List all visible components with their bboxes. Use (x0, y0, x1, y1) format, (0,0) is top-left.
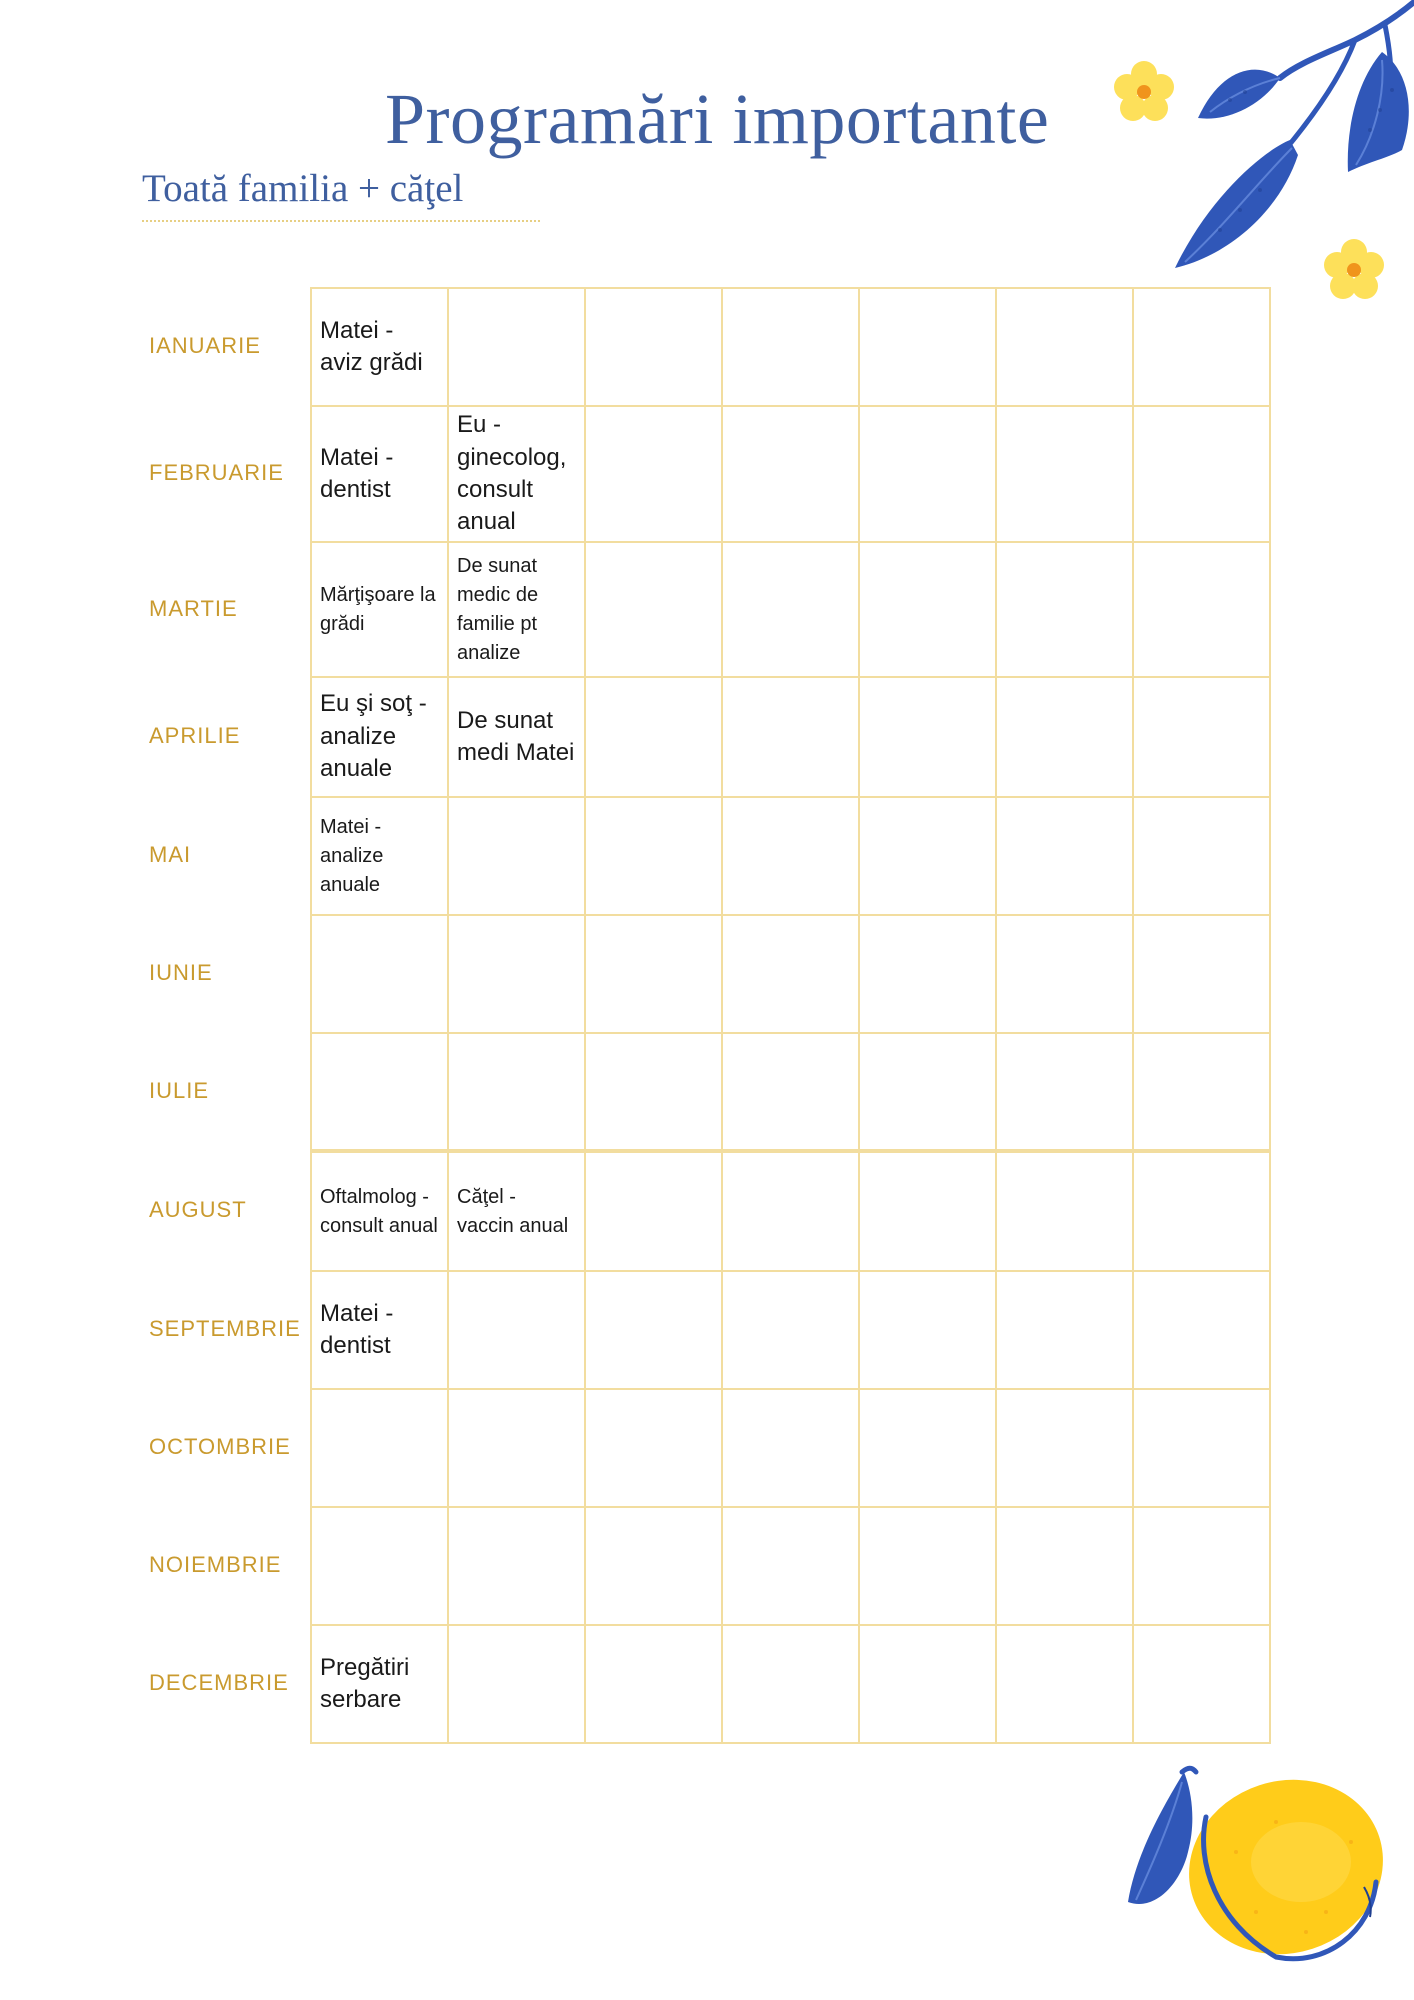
schedule-cell[interactable] (585, 677, 722, 797)
schedule-cell[interactable] (722, 542, 859, 677)
schedule-cell[interactable] (722, 288, 859, 406)
month-label: AUGUST (149, 1197, 247, 1222)
schedule-cell[interactable] (1133, 1507, 1270, 1625)
schedule-cell[interactable] (859, 1271, 996, 1389)
schedule-cell[interactable]: Pregătiri serbare (311, 1625, 448, 1743)
month-label: APRILIE (149, 723, 241, 748)
schedule-cell[interactable] (585, 1389, 722, 1507)
schedule-cell[interactable] (722, 677, 859, 797)
schedule-cell[interactable] (585, 1507, 722, 1625)
schedule-cell[interactable] (859, 1507, 996, 1625)
schedule-cell[interactable] (996, 1271, 1133, 1389)
schedule-cell[interactable] (311, 1389, 448, 1507)
leaf-branch-icon (1170, 0, 1414, 275)
table-row (311, 288, 1270, 406)
table-row (311, 1271, 1270, 1389)
month-label: DECEMBRIE (149, 1670, 289, 1695)
schedule-cell[interactable] (722, 1507, 859, 1625)
schedule-cell[interactable] (996, 542, 1133, 677)
page-title: Programări importante (385, 79, 1050, 159)
month-label: OCTOMBRIE (149, 1434, 291, 1459)
schedule-cell[interactable] (996, 1507, 1133, 1625)
schedule-cell[interactable] (448, 915, 585, 1033)
schedule-cell[interactable] (1133, 1271, 1270, 1389)
schedule-cell[interactable] (585, 542, 722, 677)
table-row (311, 406, 1270, 542)
schedule-cell[interactable]: Matei - aviz grădi (311, 288, 448, 406)
schedule-cell[interactable] (996, 797, 1133, 915)
schedule-cell[interactable]: Mărţişoare la grădi (311, 542, 448, 677)
schedule-cell[interactable] (722, 1033, 859, 1151)
schedule-cell[interactable] (585, 1271, 722, 1389)
schedule-cell[interactable] (448, 797, 585, 915)
schedule-cell[interactable] (585, 288, 722, 406)
schedule-cell[interactable]: Matei - analize anuale (311, 797, 448, 915)
schedule-cell[interactable] (722, 1389, 859, 1507)
schedule-cell[interactable] (722, 797, 859, 915)
flower-icon (1322, 238, 1386, 302)
schedule-cell[interactable] (859, 797, 996, 915)
lemon-icon (1126, 1762, 1388, 1972)
schedule-cell[interactable] (585, 915, 722, 1033)
schedule-cell[interactable]: De sunat medi Matei (448, 677, 585, 797)
table-row (311, 915, 1270, 1033)
schedule-cell[interactable] (1133, 915, 1270, 1033)
table-row (311, 797, 1270, 915)
schedule-cell[interactable] (722, 406, 859, 542)
month-label: FEBRUARIE (149, 460, 284, 485)
table-row (311, 1033, 1270, 1151)
schedule-cell[interactable] (448, 288, 585, 406)
schedule-cell[interactable] (722, 1151, 859, 1271)
schedule-cell[interactable] (1133, 1625, 1270, 1743)
schedule-cell[interactable] (311, 1507, 448, 1625)
schedule-cell[interactable] (585, 1625, 722, 1743)
schedule-cell[interactable] (722, 1625, 859, 1743)
schedule-cell[interactable] (996, 915, 1133, 1033)
schedule-cell[interactable] (448, 1271, 585, 1389)
table-row (311, 1625, 1270, 1743)
subtitle-underline (142, 220, 540, 222)
table-row (311, 1389, 1270, 1507)
schedule-cell[interactable] (1133, 542, 1270, 677)
month-label: IULIE (149, 1078, 210, 1103)
table-row (311, 677, 1270, 797)
schedule-cell[interactable] (585, 797, 722, 915)
schedule-cell[interactable] (859, 677, 996, 797)
schedule-cell[interactable] (996, 1625, 1133, 1743)
month-label: IANUARIE (149, 333, 261, 358)
schedule-cell[interactable] (859, 915, 996, 1033)
schedule-cell[interactable] (1133, 677, 1270, 797)
schedule-cell[interactable] (448, 1507, 585, 1625)
schedule-cell[interactable]: Eu - ginecolog, consult anual (448, 406, 585, 542)
schedule-cell[interactable]: De sunat medic de familie pt analize (448, 542, 585, 677)
schedule-cell[interactable] (859, 1389, 996, 1507)
month-label: MARTIE (149, 595, 238, 621)
schedule-cell[interactable] (859, 288, 996, 406)
schedule-cell[interactable] (585, 1151, 722, 1271)
table-row (311, 542, 1270, 677)
schedule-cell[interactable] (859, 1033, 996, 1151)
table-row (311, 1151, 1270, 1271)
schedule-cell[interactable] (448, 1033, 585, 1151)
schedule-cell[interactable]: Căţel - vaccin anual (448, 1151, 585, 1271)
schedule-cell[interactable] (996, 677, 1133, 797)
schedule-cell[interactable] (996, 288, 1133, 406)
schedule-cell[interactable] (585, 1033, 722, 1151)
schedule-cell[interactable] (311, 915, 448, 1033)
table-row (311, 1507, 1270, 1625)
schedule-cell[interactable] (1133, 1389, 1270, 1507)
schedule-cell[interactable] (859, 1151, 996, 1271)
schedule-cell[interactable]: Eu şi soţ - analize anuale (311, 677, 448, 797)
schedule-cell[interactable] (722, 1271, 859, 1389)
page-subtitle: Toată familia + căţel (142, 167, 464, 210)
schedule-grid (310, 287, 1271, 1744)
schedule-cell[interactable] (859, 1625, 996, 1743)
schedule-cell[interactable] (859, 406, 996, 542)
month-label: MAI (149, 842, 192, 867)
schedule-cell[interactable] (1133, 288, 1270, 406)
schedule-cell[interactable] (1133, 406, 1270, 542)
schedule-cell[interactable]: Oftalmolog - consult anual (311, 1151, 448, 1271)
schedule-cell[interactable] (996, 1033, 1133, 1151)
schedule-cell[interactable] (996, 1151, 1133, 1271)
month-label: NOIEMBRIE (149, 1552, 282, 1577)
schedule-cell[interactable] (996, 406, 1133, 542)
schedule-cell[interactable] (448, 1625, 585, 1743)
schedule-cell[interactable] (1133, 1151, 1270, 1271)
month-label: SEPTEMBRIE (149, 1316, 301, 1341)
month-label: IUNIE (149, 960, 213, 985)
schedule-cell[interactable] (448, 1389, 585, 1507)
schedule-cell[interactable] (996, 1389, 1133, 1507)
schedule-cell[interactable] (1133, 797, 1270, 915)
flower-icon (1112, 60, 1176, 124)
schedule-cell[interactable] (722, 915, 859, 1033)
schedule-cell[interactable] (1133, 1033, 1270, 1151)
schedule-cell[interactable] (859, 542, 996, 677)
schedule-cell[interactable] (311, 1033, 448, 1151)
schedule-cell[interactable]: Matei - dentist (311, 1271, 448, 1389)
schedule-cell[interactable] (585, 406, 722, 542)
schedule-cell[interactable]: Matei - dentist (311, 406, 448, 542)
